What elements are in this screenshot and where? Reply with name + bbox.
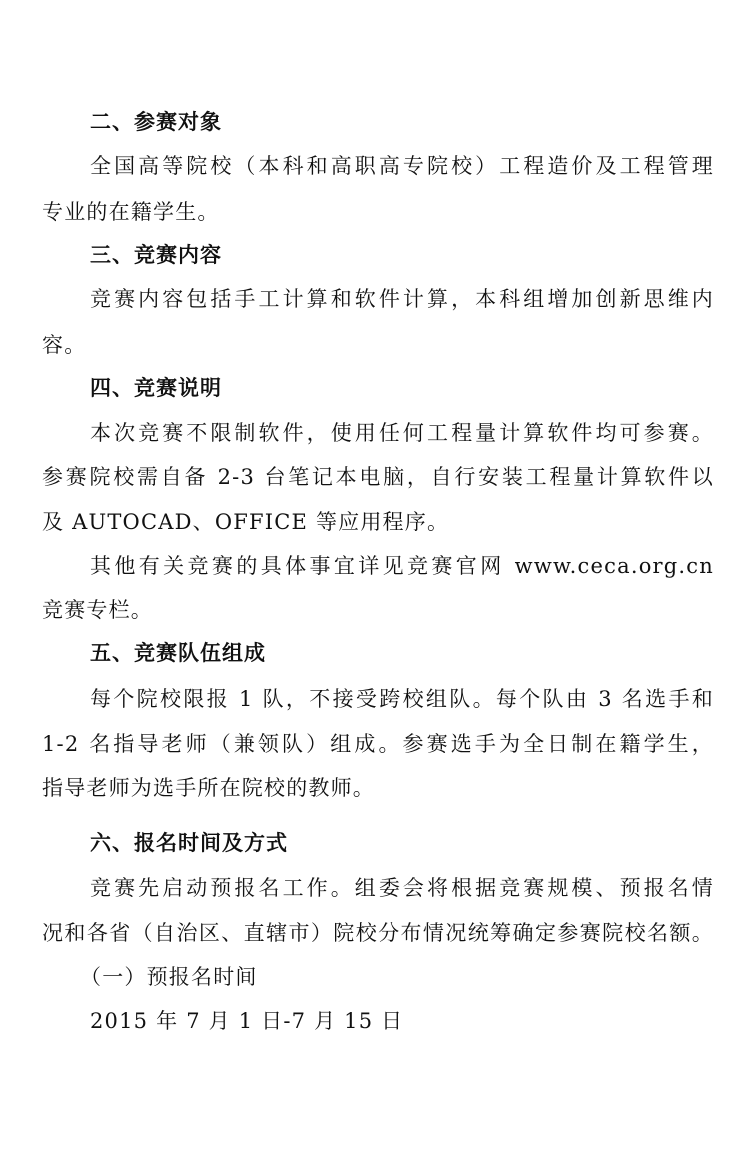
section-heading-notes: 四、竞赛说明 (90, 376, 222, 400)
paragraph-line: 竞赛内容包括手工计算和软件计算，本科组增加创新思维内 (90, 287, 714, 311)
paragraph-line: 竞赛专栏。 (42, 598, 153, 622)
paragraph-line: 本次竞赛不限制软件，使用任何工程量计算软件均可参赛。 (90, 421, 714, 445)
paragraph-line: 全国高等院校（本科和高职高专院校）工程造价及工程管理 (90, 154, 714, 178)
section-heading-team: 五、竞赛队伍组成 (90, 641, 266, 665)
section-heading-content: 三、竞赛内容 (90, 243, 222, 267)
paragraph-line: 每个院校限报 1 队，不接受跨校组队。每个队由 3 名选手和 (90, 687, 714, 711)
paragraph-line: 指导老师为选手所在院校的教师。 (42, 776, 375, 800)
paragraph-line: 专业的在籍学生。 (42, 200, 220, 224)
date-range: 2015 年 7 月 1 日-7 月 15 日 (90, 1009, 404, 1033)
paragraph-line: 及 AUTOCAD、OFFICE 等应用程序。 (42, 510, 450, 534)
paragraph-line: 1-2 名指导老师（兼领队）组成。参赛选手为全日制在籍学生， (42, 732, 714, 756)
paragraph-line: 容。 (42, 333, 87, 357)
section-heading-participants: 二、参赛对象 (90, 110, 222, 134)
paragraph-line: 竞赛先启动预报名工作。组委会将根据竞赛规模、预报名情 (90, 876, 714, 900)
subheading-pre-registration-time: （一）预报名时间 (80, 965, 258, 989)
paragraph-line: 参赛院校需自备 2-3 台笔记本电脑，自行安装工程量计算软件以 (42, 465, 714, 489)
paragraph-line: 其他有关竞赛的具体事宜详见竞赛官网 www.ceca.org.cn (90, 554, 714, 578)
paragraph-line: 况和各省（自治区、直辖市）院校分布情况统筹确定参赛院校名额。 (42, 921, 714, 945)
section-heading-registration: 六、报名时间及方式 (90, 831, 288, 855)
